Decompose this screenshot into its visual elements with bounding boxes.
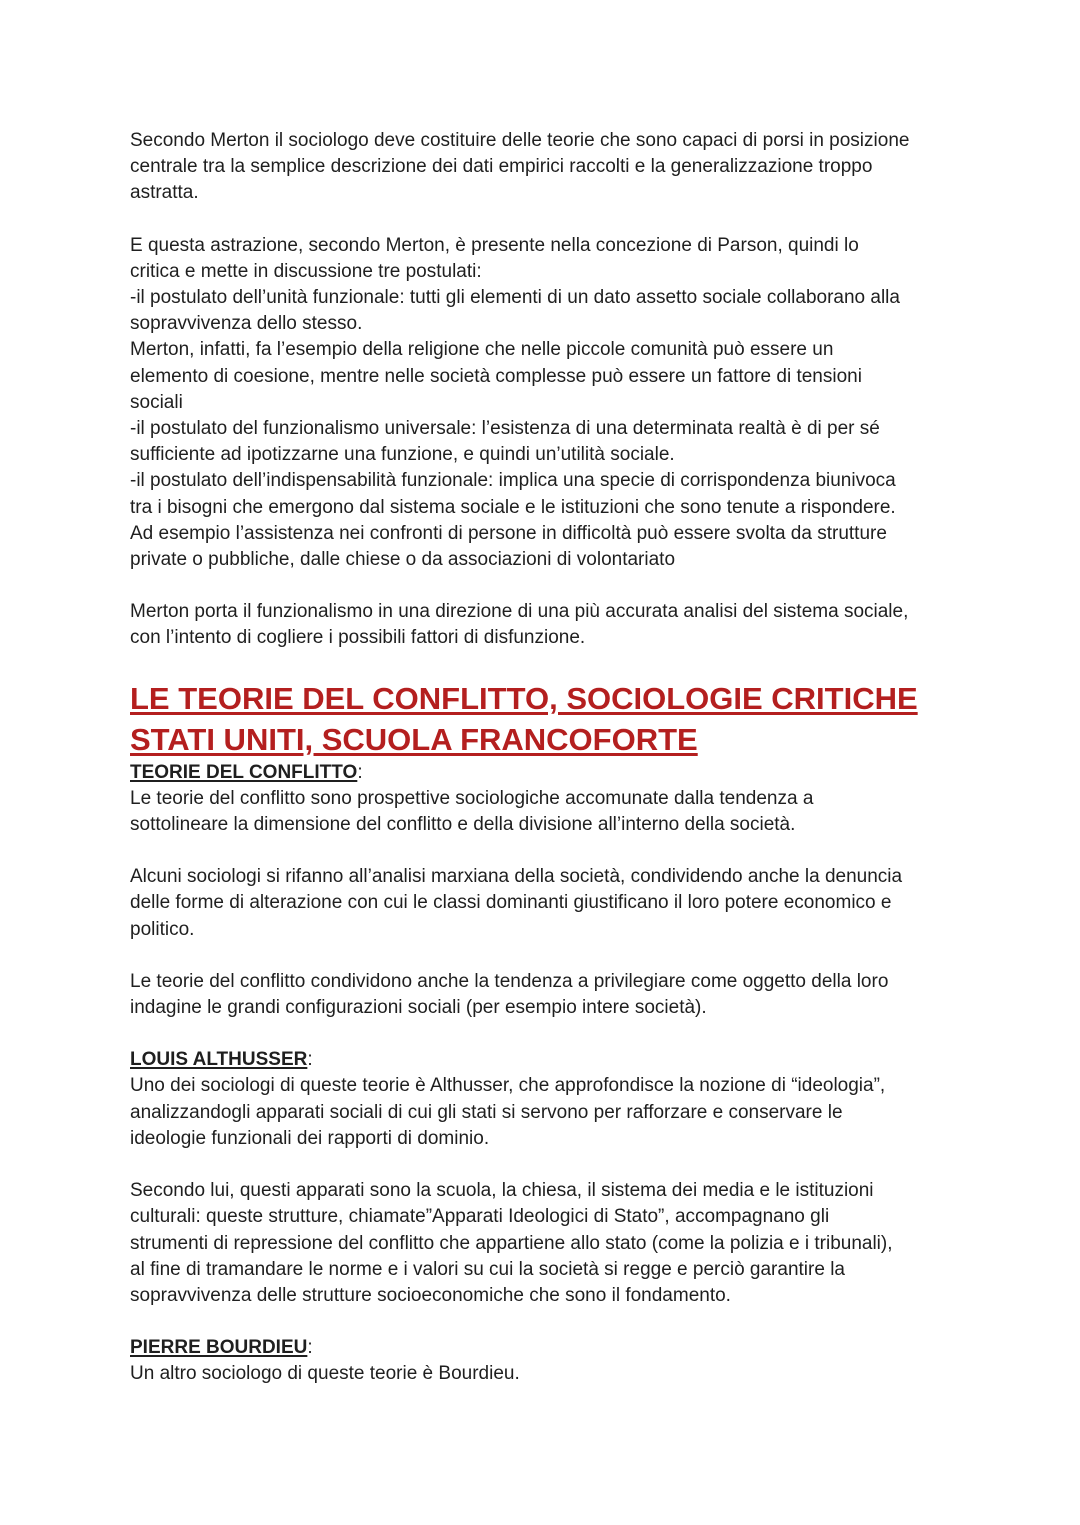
subheading-line [130, 760, 960, 786]
text-line: tra i bisogni che emergono dal sistema sociale e le istituzioni che sono tenute a rispondere. [130, 496, 896, 518]
text-line: politico. [130, 918, 195, 940]
subheading-louis-althusser: LOUIS ALTHUSSER [130, 1049, 308, 1071]
text-line: Secondo Merton il sociologo deve costituire delle teorie che sono capaci di porsi in posizione [130, 130, 910, 151]
text-line: sociali [130, 391, 183, 413]
heading-line: LE TEORIE DEL CONFLITTO, SOCIOLOGIE CRITICHE [130, 680, 918, 716]
text-line: delle forme di alterazione con cui le classi dominanti giustificano il loro potere economico e [130, 892, 892, 914]
subheading-colon: : [307, 1049, 313, 1071]
text-line: con l’intento di cogliere i possibili fattori di disfunzione. [130, 627, 586, 649]
section-heading [130, 678, 960, 760]
section-conflitto [130, 760, 960, 839]
text-line: private o pubbliche, dalle chiese o da associazioni di volontariato [130, 549, 676, 571]
text-line: Merton porta il funzionalismo in una direzione di una più accurata analisi del sistema sociale, [130, 601, 909, 623]
text-line: -il postulato del funzionalismo universale: l’esistenza di una determinata realtà è di per sé [130, 418, 880, 440]
paragraph-merton-postulates [130, 233, 960, 574]
subheading-colon: : [357, 761, 363, 783]
text-line: elemento di coesione, mentre nelle società complesse può essere un fattore di tensioni [130, 365, 862, 387]
text-line: -il postulato dell’indispensabilità funzionale: implica una specie di corrispondenza biunivoca [130, 470, 896, 492]
heading-line: STATI UNITI, SCUOLA FRANCOFORTE [130, 721, 698, 757]
text-line: Ad esempio l’assistenza nei confronti di persone in difficoltà può essere svolta da strutture [130, 522, 887, 544]
text-line: Un altro sociologo di queste teorie è Bourdieu. [130, 1363, 520, 1385]
text-line: Merton, infatti, fa l’esempio della religione che nelle piccole comunità può essere un [130, 339, 834, 361]
text-line: Uno dei sociologi di queste teorie è Althusser, che approfondisce la nozione di “ideologia”, [130, 1075, 886, 1097]
text-line: strumenti di repressione del conflitto che appartiene allo stato (come la polizia e i tribunali), [130, 1232, 893, 1254]
text-line: Alcuni sociologi si rifanno all’analisi marxiana della società, condividendo anche la denuncia [130, 866, 903, 888]
text-line: al fine di tramandare le norme e i valori su cui la società si regge e perciò garantire la [130, 1258, 845, 1280]
paragraph-marxian-analysis [130, 864, 960, 943]
paragraph-merton-theory [130, 128, 960, 207]
section-althusser [130, 1047, 960, 1152]
subheading-teorie-conflitto: TEORIE DEL CONFLITTO [130, 761, 358, 783]
text-line: sottolineare la dimensione del conflitto e della divisione all’interno della società. [130, 814, 796, 836]
section-bourdieu [130, 1335, 960, 1387]
text-line: centrale tra la semplice descrizione dei dati empirici raccolti e la generalizzazione troppo [130, 156, 873, 178]
paragraph-ideological-apparatus [130, 1178, 960, 1309]
text-line: sopravvivenza dello stesso. [130, 313, 363, 335]
text-line: indagine le grandi configurazioni sociali (per esempio intere società). [130, 997, 707, 1019]
text-line: -il postulato dell’unità funzionale: tutti gli elementi di un dato assetto sociale collaborano alla [130, 287, 900, 309]
subheading-line [130, 1047, 960, 1073]
text-line: sopravvivenza delle strutture socioeconomiche che sono il fondamento. [130, 1284, 731, 1306]
subheading-colon: : [307, 1337, 313, 1359]
text-line: ideologie funzionali dei rapporti di dominio. [130, 1127, 490, 1149]
subheading-pierre-bourdieu: PIERRE BOURDIEU [130, 1337, 308, 1359]
paragraph-social-configurations [130, 969, 960, 1021]
text-line: culturali: queste strutture, chiamate”Apparati Ideologici di Stato”, accompagnano gli [130, 1206, 830, 1228]
paragraph-merton-functionalism [130, 599, 960, 651]
subheading-line [130, 1335, 960, 1361]
text-line: E questa astrazione, secondo Merton, è presente nella concezione di Parson, quindi lo [130, 234, 859, 256]
text-line: sufficiente ad ipotizzarne una funzione, e quindi un’utilità sociale. [130, 444, 675, 466]
text-line: Le teorie del conflitto condividono anche la tendenza a privilegiare come oggetto della loro [130, 970, 889, 992]
text-line: Le teorie del conflitto sono prospettive sociologiche accomunate dalla tendenza a [130, 787, 814, 809]
text-line: critica e mette in discussione tre postulati: [130, 260, 482, 282]
text-line: astratta. [130, 182, 199, 204]
document-page [130, 128, 960, 1388]
text-line: Secondo lui, questi apparati sono la scuola, la chiesa, il sistema dei media e le istituzioni [130, 1180, 874, 1202]
text-line: analizzandogli apparati sociali di cui gli stati si servono per rafforzare e conservare le [130, 1101, 843, 1123]
